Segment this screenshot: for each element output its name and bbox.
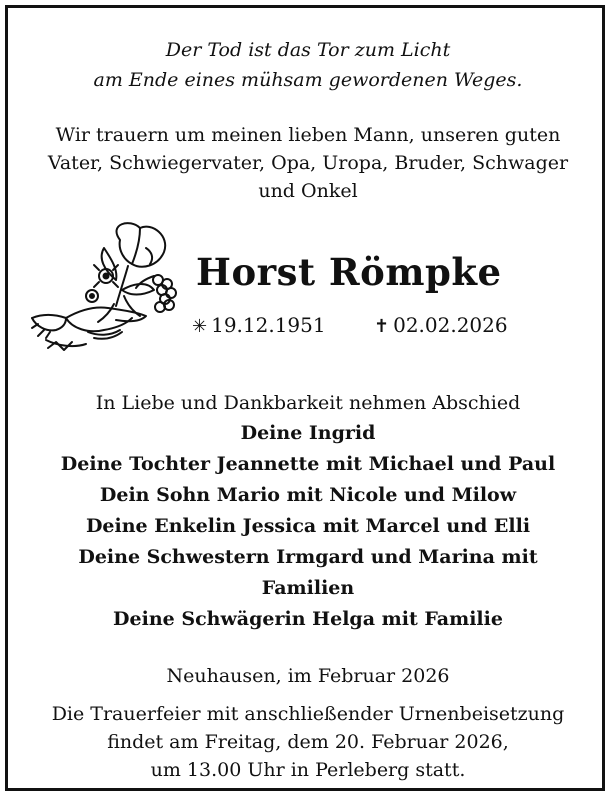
farewell-line: In Liebe und Dankbarkeit nehmen Abschied xyxy=(95,392,521,414)
death-date: 02.02.2026 xyxy=(393,313,508,337)
motto-line: am Ende eines mühsam gewordenen Weges. xyxy=(93,69,523,91)
funeral-notice xyxy=(8,700,608,784)
mourner-line: Deine Tochter Jeannette mit Michael und Paul xyxy=(60,453,556,475)
intro-line: Wir trauern um meinen lieben Mann, unseren guten xyxy=(55,124,561,146)
deceased-name: Horst Römpke xyxy=(196,250,502,294)
death-date-line xyxy=(374,313,508,337)
birth-star-icon: ✳ xyxy=(192,316,208,337)
notice-line: um 13.00 Uhr in Perleberg statt. xyxy=(150,759,466,781)
mourner-line: Deine Ingrid xyxy=(240,422,376,444)
motto-line: Der Tod ist das Tor zum Licht xyxy=(165,39,451,61)
place-date: Neuhausen, im Februar 2026 xyxy=(166,665,450,687)
notice-line: Die Trauerfeier mit anschließender Urnenbeisetzung xyxy=(51,703,565,725)
mourner-line: Dein Sohn Mario mit Nicole und Milow xyxy=(99,484,517,506)
cross-icon: ✝ xyxy=(374,316,390,337)
birth-date-line xyxy=(192,313,326,337)
notice-line: findet am Freitag, dem 20. Februar 2026, xyxy=(107,731,509,753)
intro-line: und Onkel xyxy=(258,180,358,202)
obituary-frame xyxy=(5,5,605,791)
mourner-line: Deine Enkelin Jessica mit Marcel und Elli xyxy=(85,515,531,537)
mourners-list xyxy=(8,418,608,635)
intro-text xyxy=(8,121,608,205)
hand-with-flowers-icon xyxy=(28,218,183,358)
intro-line: Vater, Schwiegervater, Opa, Uropa, Bruder, Schwager xyxy=(47,152,569,174)
mourner-line: Deine Schwestern Irmgard und Marina mit xyxy=(78,546,538,568)
birth-date: 19.12.1951 xyxy=(211,313,326,337)
motto xyxy=(8,35,608,95)
mourner-line: Familien xyxy=(261,577,355,599)
mourner-line: Deine Schwägerin Helga mit Familie xyxy=(113,608,503,630)
